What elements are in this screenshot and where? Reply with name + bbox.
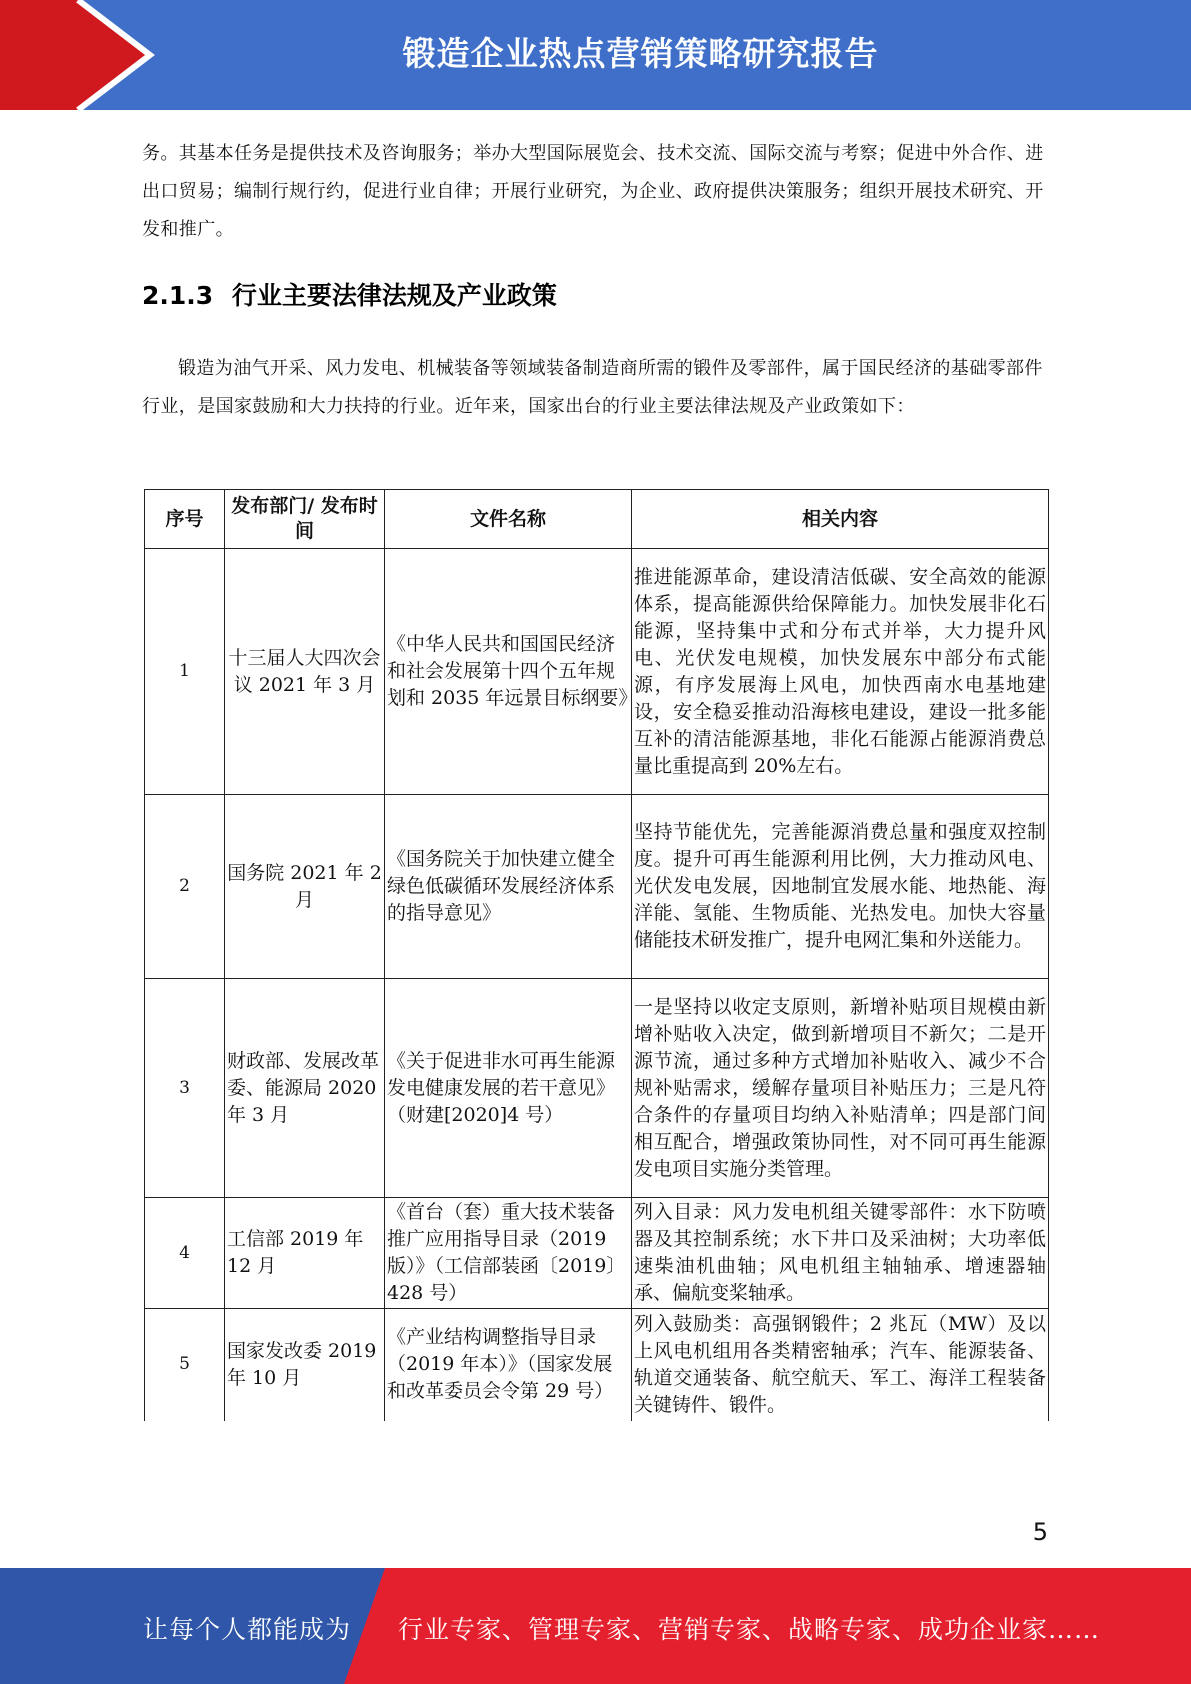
- header-banner: [0, 0, 1191, 110]
- policy-table: [144, 489, 1049, 1421]
- header-index: 序号: [145, 490, 225, 549]
- footer-slogan-right: 行业专家、管理专家、营销专家、战略专家、成功企业家……: [398, 1615, 1101, 1644]
- row-dept: 工信部 2019 年 12 月: [225, 1198, 385, 1309]
- row-index: 3: [145, 979, 225, 1198]
- section-title: 行业主要法律法规及产业政策: [231, 281, 557, 310]
- row-dept: 国家发改委 2019 年 10 月: [225, 1309, 385, 1421]
- row-index: 1: [145, 549, 225, 795]
- row-content: 列入目录：风力发电机组关键零部件：水下防喷器及其控制系统；水下井口及采油树；大功率低速柴油机曲轴；风电机组主轴轴承、增速器轴承、偏航变桨轴承。: [632, 1198, 1049, 1309]
- section-heading: [142, 276, 557, 312]
- header-doc: 文件名称: [385, 490, 632, 549]
- row-doc-cell: [385, 979, 632, 1198]
- row-content: 列入鼓励类：高强钢锻件；2 兆瓦（MW）及以上风电机组用各类精密轴承；汽车、能源装备、轨道交通装备、航空航天、军工、海洋工程装备关键铸件、锻件。: [632, 1309, 1049, 1421]
- row-dept: 国务院 2021 年 2 月: [225, 795, 385, 979]
- footer-slogan-left: 让每个人都能成为: [143, 1615, 352, 1644]
- row-doc-note: （财建[2020]4 号）: [387, 1103, 564, 1126]
- row-dept: 十三届人大四次会议 2021 年 3 月: [225, 549, 385, 795]
- row-content: 推进能源革命，建设清洁低碳、安全高效的能源体系，提高能源供给保障能力。加快发展非化石能源，坚持集中式和分布式并举，大力提升风电、光伏发电规模，加快发展东中部分布式能源，有序发展海上风电，加快西南水电基地建设，安全稳妥推动沿海核电建设，建设一批多能互补的清洁能源基地，非化石能源占能源消费总量比重提高到 20%左右。: [632, 549, 1049, 795]
- table-row: [145, 549, 1049, 795]
- section-number: 2.1.3: [142, 281, 214, 310]
- section-body: [142, 350, 1046, 426]
- header-dept: 发布部门/ 发布时间: [225, 490, 385, 549]
- section-body-text: 锻造为油气开采、风力发电、机械装备等领域装备制造商所需的锻件及零部件，属于国民经济的基础零部件行业，是国家鼓励和大力扶持的行业。近年来，国家出台的行业主要法律法规及产业政策如下：: [142, 358, 1043, 417]
- row-index: 2: [145, 795, 225, 979]
- row-content: 坚持节能优先，完善能源消费总量和强度双控制度。提升可再生能源利用比例，大力推动风电、光伏发电发展，因地制宜发展水能、地热能、海洋能、氢能、生物质能、光热发电。加快大容量储能技术研发推广，提升电网汇集和外送能力。: [632, 795, 1049, 979]
- page-number: 5: [1032, 1518, 1048, 1546]
- row-doc: 《首台（套）重大技术装备推广应用指导目录（2019 版）》（工信部装函〔2019〕 428 号）: [385, 1198, 632, 1309]
- table-row: [145, 795, 1049, 979]
- row-index: 4: [145, 1198, 225, 1309]
- row-content: 一是坚持以收定支原则，新增补贴项目规模由新增补贴收入决定，做到新增项目不新欠；二是开源节流，通过多种方式增加补贴收入、减少不合规补贴需求，缓解存量项目补贴压力；三是凡符合条件的存量项目均纳入补贴清单；四是部门间相互配合，增强政策协同性，对不同可再生能源发电项目实施分类管理。: [632, 979, 1049, 1198]
- report-title: 锻造企业热点营销策略研究报告: [402, 34, 879, 73]
- intro-text: 务。其基本任务是提供技术及咨询服务；举办大型国际展览会、技术交流、国际交流与考察；促进中外合作、进出口贸易；编制行规行约，促进行业自律；开展行业研究，为企业、政府提供决策服务；组织开展技术研究、开发和推广。: [142, 143, 1044, 240]
- row-doc: 《中华人民共和国国民经济和社会发展第十四个五年规划和 2035 年远景目标纲要》: [385, 549, 632, 795]
- row-index: 5: [145, 1309, 225, 1421]
- intro-paragraph: [142, 135, 1046, 249]
- row-doc: 《产业结构调整指导目录（2019 年本）》（国家发展和改革委员会令第 29 号）: [385, 1309, 632, 1421]
- row-dept: 财政部、发展改革委、能源局 2020 年 3 月: [225, 979, 385, 1198]
- header-content: 相关内容: [632, 490, 1049, 549]
- table-row: [145, 979, 1049, 1198]
- table-row: [145, 1309, 1049, 1421]
- row-doc: 《关于促进非水可再生能源发电健康发展的若干意见》: [387, 1049, 616, 1099]
- table-header-row: [145, 490, 1049, 549]
- table-row: [145, 1198, 1049, 1309]
- row-doc: 《国务院关于加快建立健全绿色低碳循环发展经济体系的指导意见》: [385, 795, 632, 979]
